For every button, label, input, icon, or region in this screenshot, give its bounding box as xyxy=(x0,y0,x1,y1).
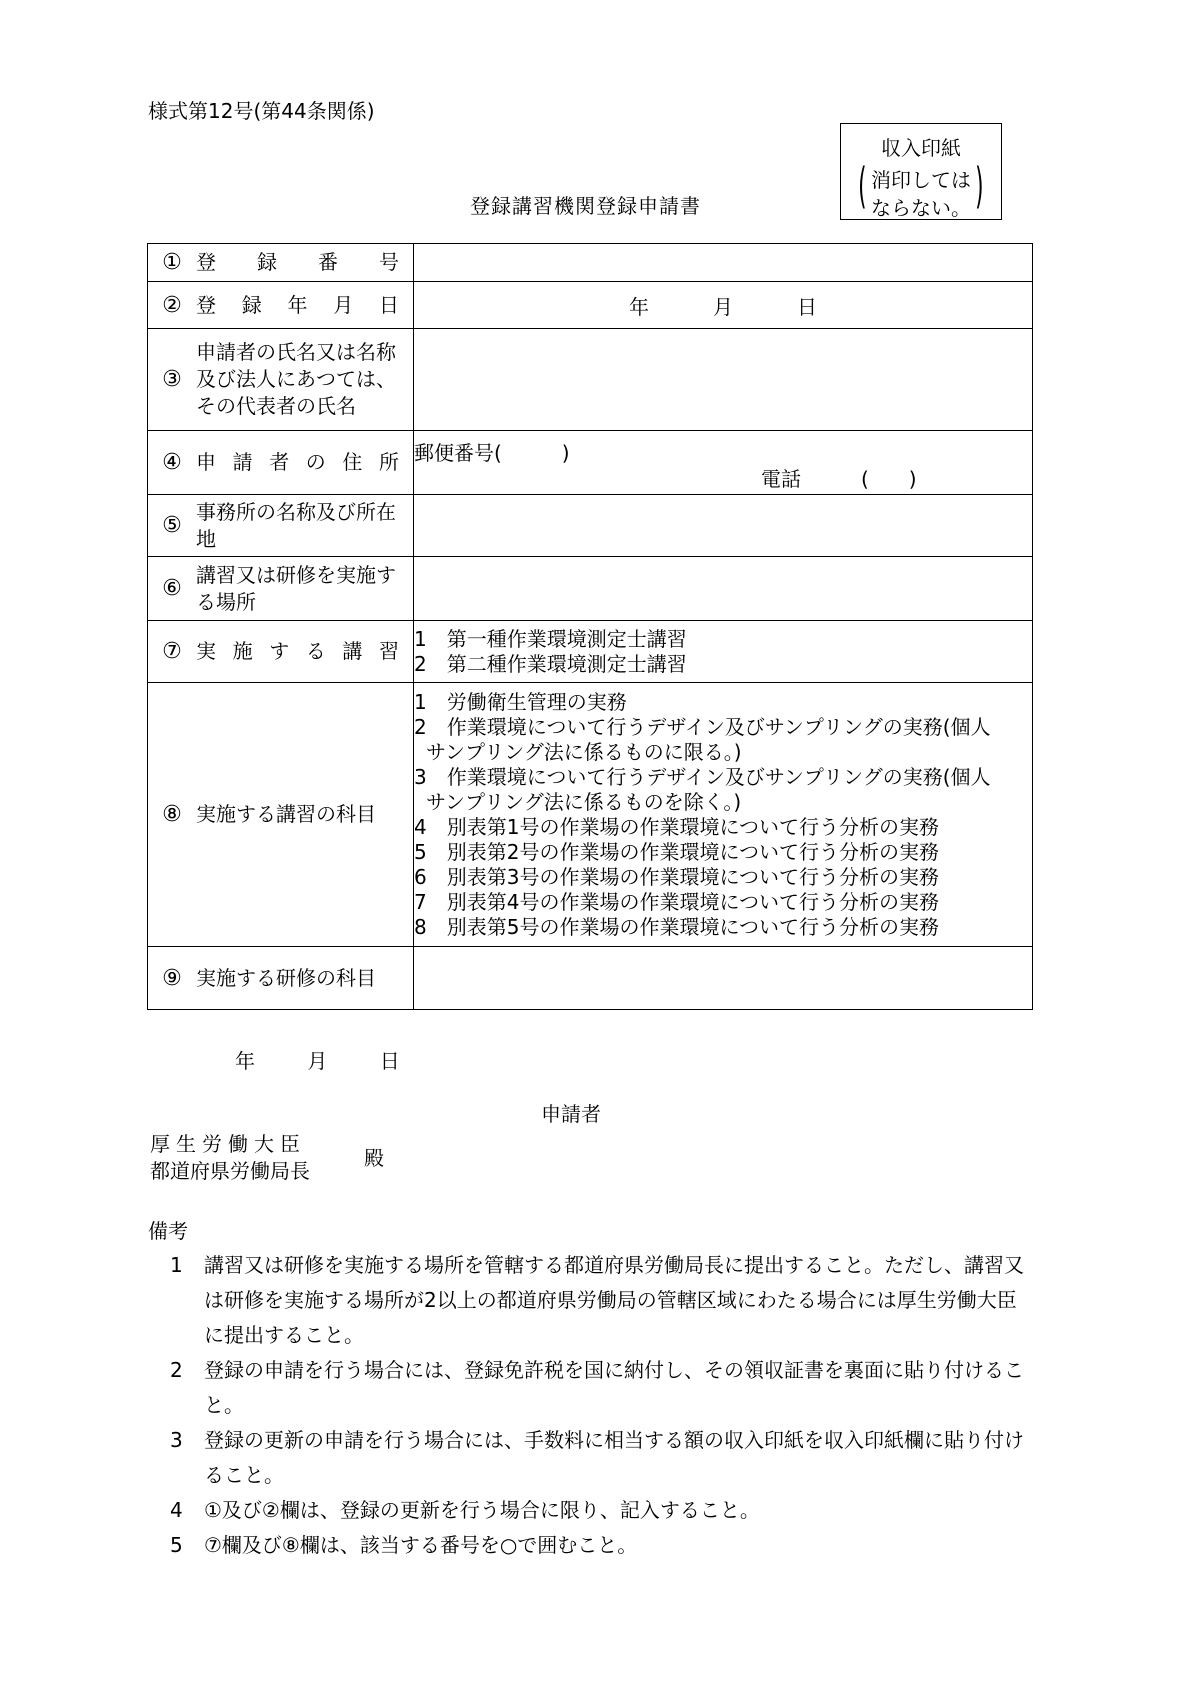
date-year: 年 xyxy=(629,294,649,319)
date-day: 日 xyxy=(379,1049,400,1073)
table-row xyxy=(148,557,1033,621)
row-label-training-subjects: 実施する研修の科目 xyxy=(196,965,376,990)
row-number: ⑦ xyxy=(162,639,182,664)
form-id: 様式第12号(第44条関係) xyxy=(148,99,375,123)
venue-field[interactable] xyxy=(414,557,1033,621)
application-table xyxy=(147,243,1033,1010)
remark-number: 2 xyxy=(170,1358,183,1382)
list-item[interactable]: 2 作業環境について行うデザイン及びサンプリングの実務(個人 xyxy=(414,714,991,739)
registration-number-field[interactable] xyxy=(414,244,1033,282)
application-date[interactable] xyxy=(235,1045,400,1074)
list-item[interactable]: 8 別表第5号の作業場の作業環境について行う分析の実務 xyxy=(414,914,940,939)
list-item-continuation: サンプリング法に係るものを除く。) xyxy=(426,789,742,814)
addressee-bureau-chief: 都道府県労働局長 xyxy=(150,1159,310,1183)
row-label-course-subjects: 実施する講習の科目 xyxy=(196,802,376,826)
list-item[interactable]: 5 別表第2号の作業場の作業環境について行う分析の実務 xyxy=(414,839,940,864)
list-item[interactable]: 4 別表第1号の作業場の作業環境について行う分析の実務 xyxy=(414,814,940,839)
remark-number: 3 xyxy=(170,1428,183,1452)
registration-date-field[interactable] xyxy=(414,282,1033,329)
addressee-minister: 厚生労働大臣 xyxy=(150,1132,306,1156)
date-month: 月 xyxy=(713,294,733,319)
list-item-continuation: サンプリング法に係るものに限る。) xyxy=(426,739,742,764)
row-number: ④ xyxy=(162,450,182,475)
list-item[interactable]: 7 別表第4号の作業場の作業環境について行う分析の実務 xyxy=(414,889,940,914)
training-subjects-field[interactable] xyxy=(414,947,1033,1010)
table-row xyxy=(148,621,1033,683)
stamp-bracket-left: ( xyxy=(858,158,867,214)
row-label-registration-number: 登 録 番 号 xyxy=(196,250,399,274)
row-number: ① xyxy=(162,250,182,275)
remarks-heading: 備考 xyxy=(148,1219,188,1243)
row-number: ⑤ xyxy=(162,513,182,538)
remark-text: ⑦欄及び⑧欄は、該当する番号を○で囲むこと。 xyxy=(204,1533,638,1557)
remarks-list xyxy=(170,1248,1030,1563)
list-item xyxy=(170,1248,1030,1353)
row-label-applicant-address: 申 請 者 の 住 所 xyxy=(196,450,399,474)
list-item[interactable]: 3 作業環境について行うデザイン及びサンプリングの実務(個人 xyxy=(414,764,991,789)
applicant-address-field[interactable] xyxy=(414,431,1033,495)
row-label-office: 事務所の名称及び所在地 xyxy=(196,499,396,551)
row-label-applicant-name: 申請者の氏名又は名称及び法人にあつては、その代表者の氏名 xyxy=(196,340,396,418)
applicant-label: 申請者 xyxy=(541,1102,601,1126)
remark-text: 登録の申請を行う場合には、登録免許税を国に納付し、その領収証書を裏面に貼り付けること。 xyxy=(204,1358,1024,1417)
course-subject-list xyxy=(414,683,1033,947)
list-item[interactable]: 1 第一種作業環境測定士講習 xyxy=(414,626,687,651)
honorific: 殿 xyxy=(364,1146,384,1170)
row-number: ③ xyxy=(162,367,182,392)
stamp-line-3: ならない。 xyxy=(871,196,971,220)
table-row xyxy=(148,244,1033,282)
table-row xyxy=(148,683,1033,947)
row-label-venue: 講習又は研修を実施する場所 xyxy=(196,562,396,614)
office-field[interactable] xyxy=(414,495,1033,557)
applicant-name-field[interactable] xyxy=(414,329,1033,431)
row-label-course: 実 施 す る 講 習 xyxy=(196,639,399,663)
table-row xyxy=(148,495,1033,557)
stamp-line-2: 消印しては xyxy=(871,168,971,192)
row-number: ⑨ xyxy=(162,965,182,991)
date-day: 日 xyxy=(797,294,817,319)
document-title: 登録講習機関登録申請書 xyxy=(470,194,701,218)
postal-code-label: 郵便番号( ) xyxy=(414,441,570,465)
list-item xyxy=(170,1528,1030,1563)
revenue-stamp-box xyxy=(840,123,1002,220)
phone-label: 電話 ( ) xyxy=(761,467,917,491)
list-item xyxy=(170,1493,1030,1528)
date-year: 年 xyxy=(235,1049,255,1073)
row-number: ⑥ xyxy=(162,576,182,601)
remark-text: 登録の更新の申請を行う場合には、手数料に相当する額の収入印紙を収入印紙欄に貼り付けること。 xyxy=(204,1428,1024,1487)
row-number: ② xyxy=(162,292,182,318)
stamp-bracket-right: ) xyxy=(975,158,984,214)
stamp-line-1: 収入印紙 xyxy=(881,136,961,160)
list-item[interactable]: 1 労働衛生管理の実務 xyxy=(414,689,627,714)
list-item xyxy=(170,1353,1030,1423)
row-label-registration-date: 登 録 年 月 日 xyxy=(196,292,399,317)
table-row xyxy=(148,431,1033,495)
remark-text: 講習又は研修を実施する場所を管轄する都道府県労働局長に提出すること。ただし、講習又は研修を実施する場所が2以上の都道府県労働局の管轄区域にわたる場合には厚生労働大臣に提出すること。 xyxy=(204,1253,1024,1347)
row-number: ⑧ xyxy=(162,802,182,827)
date-month: 月 xyxy=(307,1049,328,1073)
course-list xyxy=(414,621,1033,683)
list-item xyxy=(170,1423,1030,1493)
table-row xyxy=(148,282,1033,329)
list-item[interactable]: 2 第二種作業環境測定士講習 xyxy=(414,651,687,676)
table-row xyxy=(148,329,1033,431)
table-row xyxy=(148,947,1033,1010)
remark-text: ①及び②欄は、登録の更新を行う場合に限り、記入すること。 xyxy=(204,1498,760,1522)
remark-number: 1 xyxy=(170,1253,183,1277)
remark-number: 4 xyxy=(170,1498,183,1522)
remark-number: 5 xyxy=(170,1533,183,1557)
list-item[interactable]: 6 別表第3号の作業場の作業環境について行う分析の実務 xyxy=(414,864,940,889)
